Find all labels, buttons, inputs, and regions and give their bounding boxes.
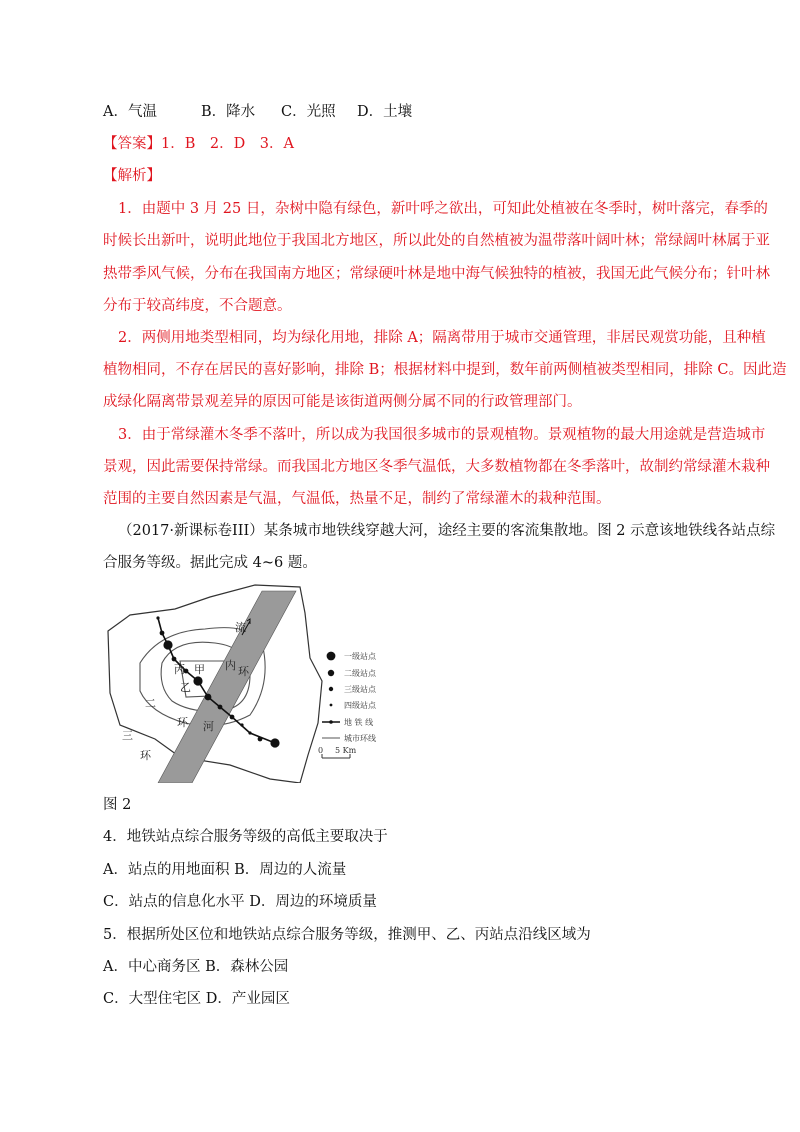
- intro-line: （2017·新课标卷III）某条城市地铁线穿越大河，途经主要的客流集散地。图 2 示意该地铁线各站点综: [118, 523, 776, 539]
- station-level-3: [160, 631, 165, 636]
- q4-options-ab: A．站点的用地面积 B．周边的人流量: [103, 862, 347, 878]
- river-label-2: 河: [203, 720, 214, 733]
- ring-label: 二: [145, 697, 156, 710]
- subway-map-figure: [100, 583, 430, 783]
- legend-label: 四级站点: [344, 701, 376, 710]
- q5-stem: 5．根据所处区位和地铁站点综合服务等级，推测甲、乙、丙站点沿线区域为: [103, 927, 591, 943]
- q4-options-cd: C．站点的信息化水平 D．周边的环境质量: [103, 894, 377, 910]
- q3-option-b: B．降水: [201, 104, 256, 120]
- station-label-yi: 乙: [180, 681, 191, 694]
- ring-label: 环: [140, 749, 151, 762]
- station-level-4: [240, 723, 243, 726]
- q4-stem: 4．地铁站点综合服务等级的高低主要取决于: [103, 829, 388, 845]
- analysis-p1-line: 热带季风气候，分布在我国南方地区；常绿硬叶林是地中海气候独特的植被，我国无此气候分布；针叶林: [103, 266, 770, 282]
- q3-options: [103, 102, 412, 122]
- q3-option-a: A．气温: [103, 104, 157, 120]
- analysis-p3-line: 3．由于常绿灌木冬季不落叶，所以成为我国很多城市的景观植物。景观植物的最大用途就是营造城市: [118, 427, 766, 443]
- answer-line: 【答案】1．B 2．D 3．A: [103, 136, 294, 152]
- q3-option-d: D．土壤: [357, 104, 413, 120]
- analysis-p1-line: 分布于较高纬度，不合题意。: [103, 298, 292, 314]
- figure-caption: 图 2: [103, 797, 132, 813]
- intro-line: 合服务等级。据此完成 4~6 题。: [103, 555, 317, 571]
- analysis-p1-line: 时候长出新叶，说明此地位于我国北方地区，所以此处的自然植被为温带落叶阔叶林；常绿阔叶林属于亚: [103, 233, 770, 249]
- analysis-p2-line: 2．两侧用地类型相同，均为绿化用地，排除 A；隔离带用于城市交通管理，非居民观赏功能，且种植: [118, 330, 766, 346]
- ring-label: 内: [225, 659, 236, 672]
- station-level-1: [193, 676, 202, 685]
- q5-options-cd: C．大型住宅区 D．产业园区: [103, 991, 290, 1007]
- station-level-4: [248, 731, 251, 734]
- analysis-p3-line: 范围的主要自然因素是气温，气温低，热量不足，制约了常绿灌木的栽种范围。: [103, 491, 611, 507]
- legend-label: 三级站点: [344, 685, 376, 694]
- analysis-p2-line: 成绿化隔离带景观差异的原因可能是该街道两侧分属不同的行政管理部门。: [103, 394, 582, 410]
- q3-option-c: C．光照: [281, 104, 336, 120]
- legend-label: 地 铁 线: [344, 718, 374, 727]
- analysis-p1-line: 1．由题中 3 月 25 日，杂树中隐有绿色，新叶呼之欲出，可知此处植被在冬季时，树叶落完，春季的: [118, 201, 768, 217]
- station-level-3: [218, 705, 223, 710]
- ring-label: 环: [238, 665, 249, 678]
- analysis-p3-line: 景观，因此需要保持常绿。而我国北方地区冬季气温低，大多数植物都在冬季落叶，故制约常绿灌木栽种: [103, 459, 770, 475]
- analysis-p2-line: 植物相同，不存在居民的喜好影响，排除 B；根据材料中提到，数年前两侧植被类型相同，排除 C。因此造: [103, 362, 787, 378]
- station-level-1: [163, 640, 172, 649]
- station-level-3: [172, 657, 177, 662]
- ring-label: 环: [177, 716, 188, 729]
- q5-options-ab: A．中心商务区 B．森林公园: [103, 959, 289, 975]
- legend-label: 一级站点: [344, 652, 376, 661]
- legend-label: 二级站点: [344, 669, 376, 678]
- station-label-bing: 丙: [174, 663, 185, 676]
- station-label-jia: 甲: [194, 663, 205, 676]
- station-level-1: [270, 738, 279, 747]
- scale-zero: 0: [318, 746, 324, 755]
- river: [158, 591, 296, 783]
- river-label: 流: [235, 621, 246, 634]
- scale-five: 5 Km: [335, 746, 357, 755]
- station-level-3: [258, 737, 263, 742]
- ring-label: 三: [122, 729, 133, 742]
- legend-label: 城市环线: [344, 734, 376, 743]
- map-legend: [318, 651, 377, 758]
- station-level-2: [205, 694, 212, 701]
- station-level-3: [230, 715, 235, 720]
- station-level-4: [156, 616, 159, 619]
- analysis-title: 【解析】: [103, 168, 161, 184]
